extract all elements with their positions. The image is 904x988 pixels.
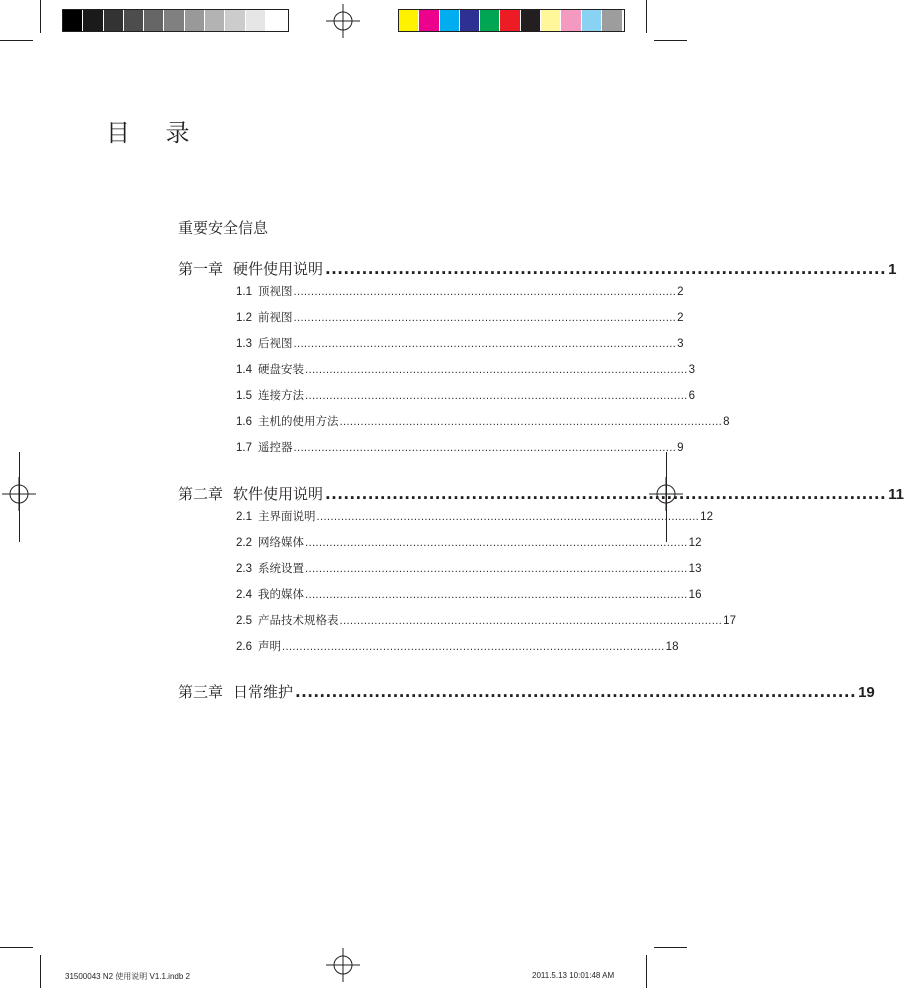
color-swatch [541, 10, 561, 31]
dot-leader: .............................................................................................................. [293, 313, 677, 324]
section-title: 连接方法 [258, 388, 304, 402]
section-page-number: 8 [723, 416, 730, 428]
color-swatch [225, 10, 245, 31]
color-swatch [164, 10, 184, 31]
chapter-title: 日常维护 [233, 683, 294, 701]
page-title: 目 录 [106, 119, 204, 147]
color-swatch [521, 10, 541, 31]
color-swatch [124, 10, 144, 31]
toc-chapter-3[interactable] [178, 681, 875, 702]
toc-section[interactable] [236, 387, 696, 403]
toc-section[interactable] [236, 612, 736, 628]
section-page-number: 16 [688, 589, 702, 601]
section-number: 2.1 [236, 511, 252, 523]
toc-section[interactable] [236, 560, 702, 576]
dot-leader: ............................................................................................ [295, 683, 857, 701]
dot-leader: .............................................................................................................. [305, 564, 688, 575]
dot-leader: .............................................................................................................. [293, 443, 677, 454]
color-swatch [246, 10, 266, 31]
dot-leader: .............................................................................................................. [305, 365, 688, 376]
print-slug-file: 31500043 N2 使用说明 V1.1.indb 2 [65, 972, 190, 981]
toc-section[interactable] [236, 439, 684, 455]
section-number: 2.5 [236, 615, 252, 627]
color-swatch [399, 10, 419, 31]
section-number: 2.6 [236, 641, 252, 653]
section-page-number: 9 [677, 442, 684, 454]
color-swatch [185, 10, 205, 31]
section-number: 1.1 [236, 286, 252, 298]
section-page-number: 12 [700, 511, 713, 523]
color-swatch [602, 10, 622, 31]
color-swatch [104, 10, 124, 31]
section-number: 1.6 [236, 416, 252, 428]
toc-section[interactable] [236, 413, 730, 429]
toc-section[interactable] [236, 586, 702, 602]
crop-mark-bl-v [40, 955, 41, 988]
dot-leader: .............................................................................................................. [293, 287, 677, 298]
chapter-page-number: 11 [888, 486, 904, 503]
chapter-title: 软件使用说明 [233, 485, 324, 503]
color-swatch [480, 10, 500, 31]
color-swatch [63, 10, 83, 31]
toc-section[interactable] [236, 534, 702, 550]
color-swatch [419, 10, 439, 31]
color-swatch [440, 10, 460, 31]
toc-chapter-1[interactable] [178, 258, 897, 279]
crop-mark-tr-h [654, 40, 687, 41]
color-swatch [266, 10, 286, 31]
section-title: 遥控器 [258, 440, 293, 454]
grayscale-bar [62, 9, 289, 32]
dot-leader: ............................................................................................ [325, 485, 887, 503]
color-swatch [205, 10, 225, 31]
registration-line-left [19, 452, 20, 542]
dot-leader: .............................................................................................................. [305, 538, 688, 549]
section-number: 1.2 [236, 312, 252, 324]
section-title: 网络媒体 [258, 535, 304, 549]
chapter-page-number: 19 [858, 684, 875, 701]
crop-mark-tl-h [0, 40, 33, 41]
toc-section[interactable] [236, 283, 684, 299]
crop-mark-tl-v [40, 0, 41, 33]
dot-leader: .............................................................................................................. [282, 642, 665, 653]
registration-mark-bottom [326, 948, 360, 982]
section-title: 前视图 [258, 310, 293, 324]
section-number: 2.2 [236, 537, 252, 549]
color-swatch [460, 10, 480, 31]
dot-leader: .............................................................................................................. [293, 339, 677, 350]
section-title: 主界面说明 [258, 509, 316, 523]
section-page-number: 2 [677, 286, 684, 298]
chapter-page-number: 1 [888, 261, 897, 278]
color-swatch [561, 10, 581, 31]
section-title: 主机的使用方法 [258, 414, 339, 428]
color-bar [398, 9, 625, 32]
registration-mark-top [326, 4, 360, 38]
section-number: 1.3 [236, 338, 252, 350]
crop-mark-br-v [646, 955, 647, 988]
toc-chapter-2[interactable] [178, 483, 904, 504]
chapter-title: 硬件使用说明 [233, 260, 324, 278]
section-number: 1.7 [236, 442, 252, 454]
color-swatch [582, 10, 602, 31]
section-title: 顶视图 [258, 284, 293, 298]
toc-safety-heading[interactable]: 重要安全信息 [178, 219, 269, 237]
toc-section[interactable] [236, 361, 696, 377]
chapter-label: 第一章 [178, 260, 224, 278]
section-page-number: 2 [677, 312, 684, 324]
dot-leader: .............................................................................................................. [339, 616, 723, 627]
section-page-number: 12 [688, 537, 702, 549]
section-page-number: 18 [665, 641, 679, 653]
dot-leader: .............................................................................................................. [316, 512, 700, 523]
color-swatch [500, 10, 520, 31]
color-swatch [83, 10, 103, 31]
crop-mark-br-h [654, 947, 687, 948]
section-number: 1.4 [236, 364, 252, 376]
crop-mark-bl-h [0, 947, 33, 948]
toc-section[interactable] [236, 309, 684, 325]
color-swatch [144, 10, 164, 31]
chapter-label: 第三章 [178, 683, 224, 701]
section-title: 系统设置 [258, 561, 304, 575]
section-page-number: 3 [677, 338, 684, 350]
chapter-label: 第二章 [178, 485, 224, 503]
print-slug-timestamp: 2011.5.13 10:01:48 AM [532, 971, 615, 980]
section-title: 我的媒体 [258, 587, 304, 601]
section-page-number: 3 [688, 364, 696, 376]
toc-section[interactable] [236, 508, 713, 524]
section-number: 2.4 [236, 589, 252, 601]
section-page-number: 13 [688, 563, 702, 575]
dot-leader: .............................................................................................................. [305, 590, 688, 601]
section-title: 硬盘安装 [258, 362, 304, 376]
section-page-number: 6 [688, 390, 696, 402]
section-title: 产品技术规格表 [258, 613, 339, 627]
toc-section[interactable] [236, 638, 679, 654]
section-title: 声明 [258, 639, 281, 653]
section-page-number: 17 [723, 615, 736, 627]
section-title: 后视图 [258, 336, 293, 350]
dot-leader: ............................................................................................ [325, 260, 887, 278]
toc-section[interactable] [236, 335, 684, 351]
dot-leader: .............................................................................................................. [305, 391, 688, 402]
section-number: 1.5 [236, 390, 252, 402]
dot-leader: .............................................................................................................. [339, 417, 723, 428]
crop-mark-tr-v [646, 0, 647, 33]
section-number: 2.3 [236, 563, 252, 575]
